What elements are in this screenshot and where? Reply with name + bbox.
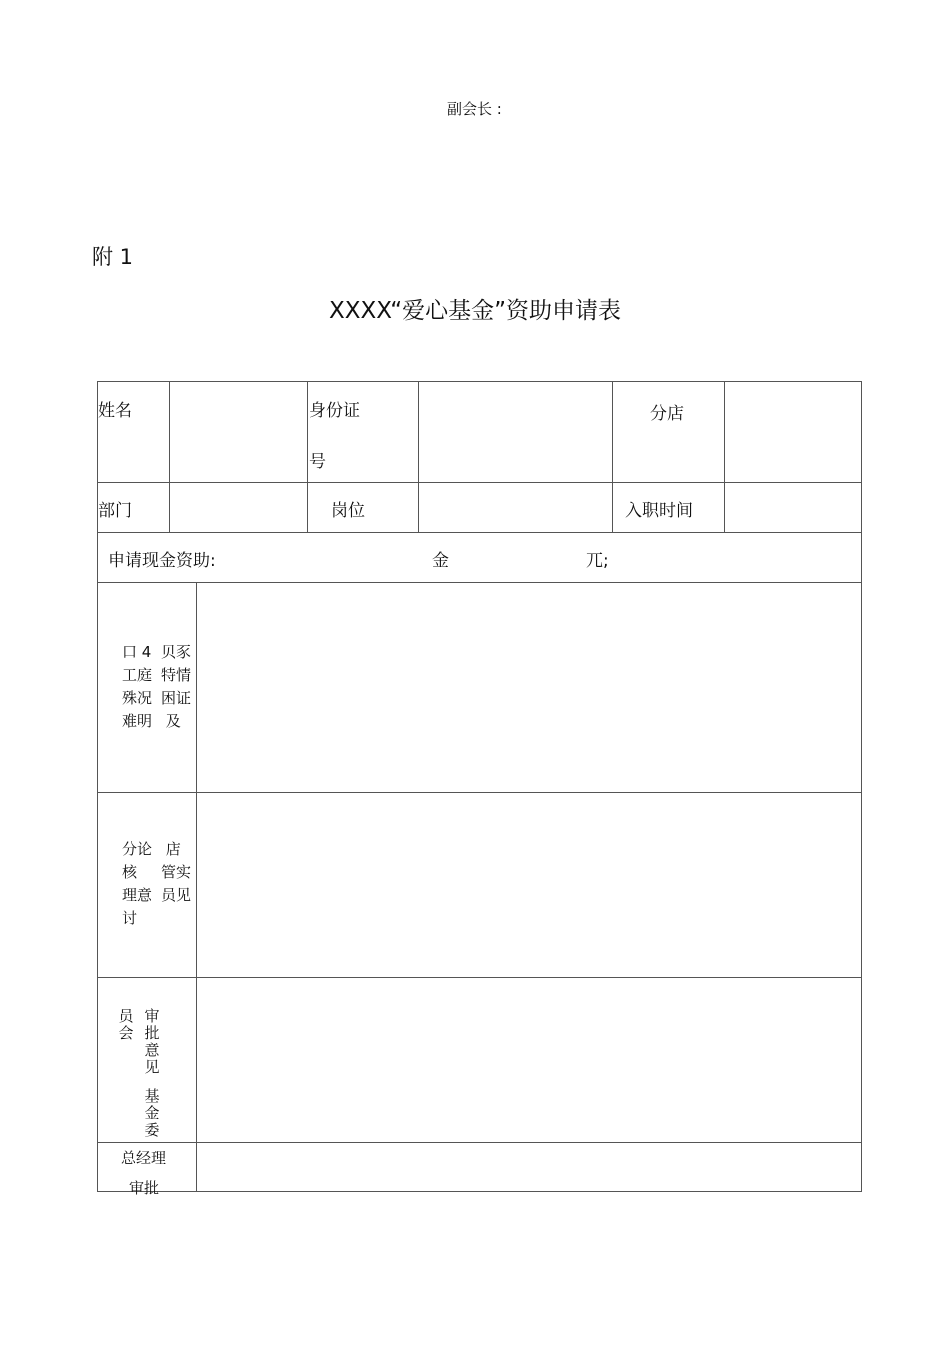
department-label: 部门 [98,501,132,521]
hire-date-label: 入职时间 [625,501,693,521]
hardship-label-col1: 口 4 工庭 殊况 难明 [122,643,153,730]
row-divider [98,582,861,583]
application-form-table [97,381,862,1197]
committee-label-col2-lower: 基金委 [144,1087,160,1139]
column-divider [169,382,170,532]
position-label: 岗位 [331,501,365,521]
id-number-label-line1: 身份证 [309,401,360,421]
column-divider [307,382,308,532]
row-divider [98,1142,861,1143]
row-divider [98,482,861,483]
vice-president-signature-label: 副会长 : [447,100,502,118]
column-divider [724,382,725,532]
cash-aid-request-label: 申请现金资助: [108,551,216,571]
hardship-label-col2: 贝豕 特情 困证 及 [161,643,192,730]
column-divider [418,382,419,532]
store-label: 分店 [650,404,684,424]
row-divider [98,532,861,533]
committee-label-col2-upper: 审批意见 [144,1007,160,1076]
name-label: 姓名 [98,401,132,421]
amount-label: 金 [432,551,449,571]
committee-label-col1: 员会 [118,1007,134,1042]
id-number-label-line2: 号 [309,452,326,472]
form-title: XXXX“爱心基金”资助申请表 [328,298,622,324]
row-divider [98,977,861,978]
gm-label-line1: 总经理 [121,1149,167,1167]
column-divider [196,582,197,1191]
store-opinion-label-col1: 分论 核 理意 讨 [122,840,153,927]
attachment-label: 附 1 [92,245,134,269]
column-divider [612,382,613,532]
store-opinion-label-col2: 店 管实 员见 [161,840,192,904]
gm-label-line2: 审批 [129,1179,160,1197]
row-divider [98,792,861,793]
currency-unit-label: 兀; [586,551,609,571]
